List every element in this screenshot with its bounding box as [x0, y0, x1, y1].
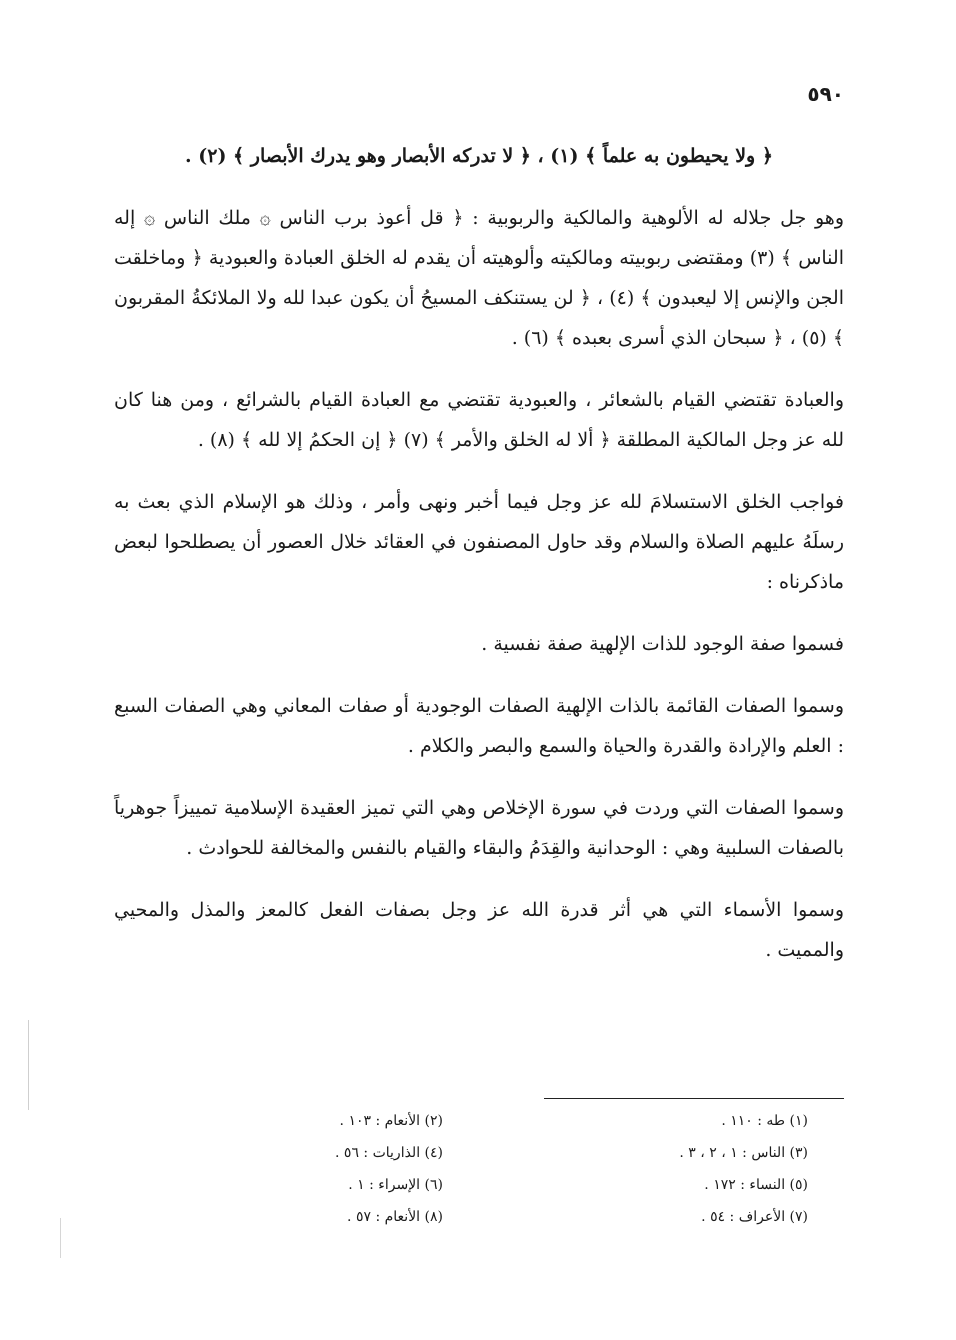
footnote-6: (٦) الإسراء : ١ . [348, 1177, 443, 1193]
paragraph-5: فسموا صفة الوجود للذات الإلهية صفة نفسية . [481, 633, 844, 655]
paragraph-2: وهو جل جلاله له الألوهية والمالكية والربوبية : ﴿ قل أعوذ برب الناس ۞ ملك الناس ۞ إله الناس ﴾ (٣) ومقتضى ربوبيته ومالكيته وألوهيته أن يقدم له الخلق العبادة والعبودية ﴿ وماخلقت الجن والإنس إلا ليعبدون ﴾ (٤) ، ﴿ لن يستنكف المسيحُ أن يكون عبدا لله ولا الملائكةُ المقربون ﴾ (٥) ، ﴿ سبحان الذي أسرى بعبده ﴾ (٦) . [114, 207, 844, 349]
paragraph-3: والعبادة تقتضي القيام بالشعائر ، والعبودية تقتضي مع العبادة القيام بالشرائع ، ومن هنا كان لله عز وجل المالكية المطلقة ﴿ ألا له الخلق والأمر ﴾ (٧) ﴿ إن الحكمُ إلا لله ﴾ (٨) . [114, 389, 844, 451]
paragraph-4: فواجب الخلق الاستسلامَ لله عز وجل فيما أخبر ونهى وأمر ، وذلك هو الإسلام الذي بعث به رسلَهُ عليهم الصلاة والسلام وقد حاول المصنفون في العقائد خلال العصور أن يصطلحوا لبعض ماذكرناه : [114, 491, 844, 593]
paragraph-8: وسموا الأسماء التي هي أثر قدرة الله عز وجل بصفات الفعل كالمعز والمذل والمحيي والمميت . [114, 899, 844, 961]
footnote-1: (١) طه : ١١٠ . [721, 1113, 808, 1129]
page-number: ٥٩٠ [807, 82, 844, 106]
scan-artifact-line [28, 1020, 29, 1110]
footnotes [114, 1110, 844, 1228]
footnote-divider [544, 1098, 844, 1099]
footnote-8: (٨) الأنعام : ٥٧ . [347, 1209, 443, 1225]
paragraph-1: ﴿ ولا يحيطون به علماً ﴾ (١) ، ﴿ لا تدركه الأبصار وهو يدرك الأبصار ﴾ (٢) . [185, 145, 773, 167]
paragraph-6: وسموا الصفات القائمة بالذات الإلهية الصفات الوجودية أو صفات المعاني وهي الصفات السبع : العلم والإرادة والقدرة والحياة والسمع والبصر والكلام . [114, 695, 844, 757]
paragraph-7: وسموا الصفات التي وردت في سورة الإخلاص وهي التي تميز العقيدة الإسلامية تمييزاً جوهرياً بالصفات السلبية وهي : الوحدانية والقِدَمُ والبقاء والقيام بالنفس والمخالفة للحوادث . [114, 797, 844, 859]
footnote-4: (٤) الذاريات : ٥٦ . [335, 1145, 443, 1161]
scan-artifact-line [60, 1218, 61, 1258]
footnote-7: (٧) الأعراف : ٥٤ . [701, 1209, 808, 1225]
main-text [114, 136, 844, 992]
footnote-3: (٣) الناس : ١ ، ٢ ، ٣ . [679, 1145, 808, 1161]
footnote-2: (٢) الأنعام : ١٠٣ . [339, 1113, 443, 1129]
footnote-5: (٥) النساء : ١٧٢ . [704, 1177, 808, 1193]
